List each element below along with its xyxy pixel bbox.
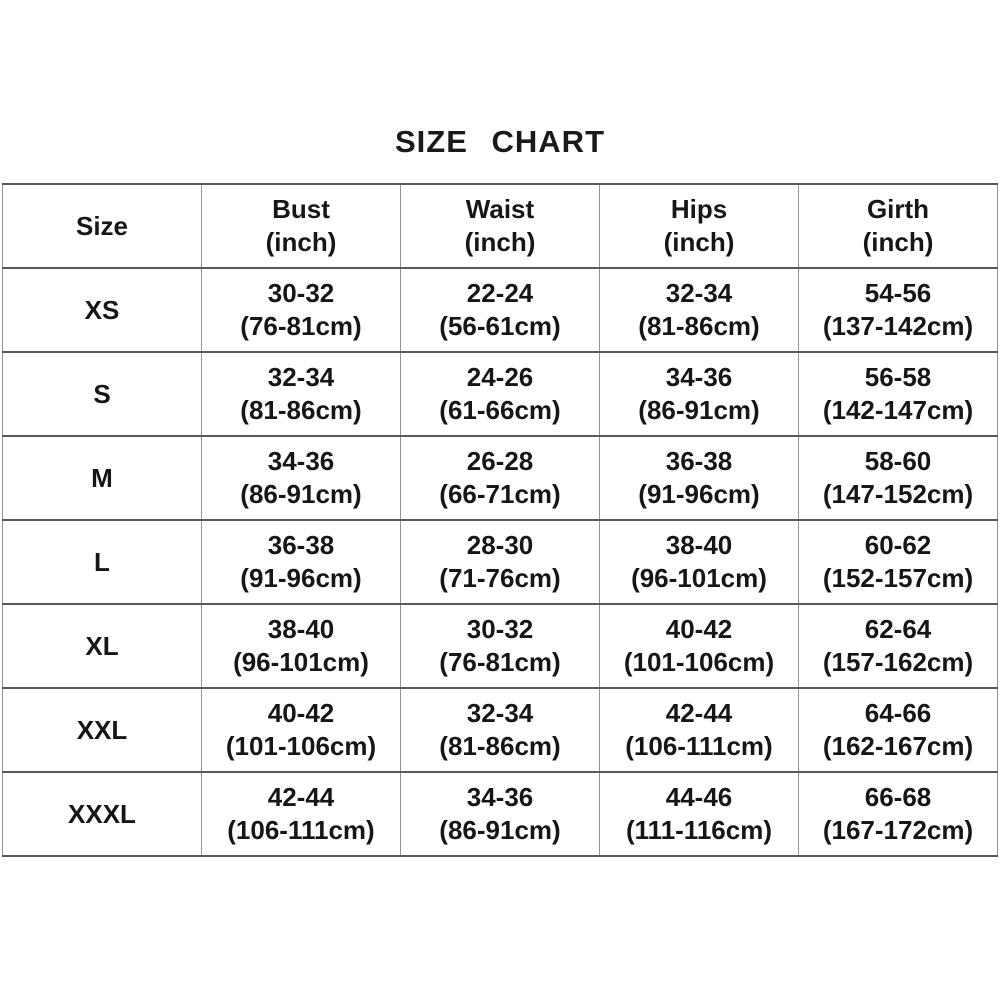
cell-hips	[600, 772, 799, 856]
waist-cm-value: (56-61cm)	[439, 311, 561, 341]
girth-inch-value: 62-64	[864, 614, 932, 644]
hips-inch-value: 42-44	[665, 698, 733, 728]
cell-waist	[401, 268, 600, 352]
cell-girth	[799, 268, 998, 352]
size-chart-table	[2, 183, 998, 857]
table-row-xxl	[3, 688, 998, 772]
cell-bust	[202, 688, 401, 772]
size-label: XS	[84, 294, 120, 325]
table-row-l	[3, 520, 998, 604]
cell-size	[3, 268, 202, 352]
bust-cm-value: (106-111cm)	[227, 815, 375, 845]
waist-inch-value: 32-34	[466, 698, 534, 728]
bust-cm-value: (101-106cm)	[225, 731, 377, 761]
column-header-girth	[799, 184, 998, 268]
hips-cm-value: (81-86cm)	[638, 311, 760, 341]
cell-hips	[600, 604, 799, 688]
page-title: SIZE CHART	[395, 124, 605, 159]
bust-inch-value: 38-40	[267, 614, 335, 644]
girth-inch-value: 64-66	[864, 698, 932, 728]
cell-bust	[202, 520, 401, 604]
cell-hips	[600, 436, 799, 520]
size-label: XXXL	[68, 798, 136, 829]
hips-cm-value: (106-111cm)	[625, 731, 773, 761]
waist-cm-value: (81-86cm)	[439, 731, 561, 761]
bust-inch-value: 42-44	[267, 782, 335, 812]
column-unit: (inch)	[464, 227, 536, 257]
table-row-m	[3, 436, 998, 520]
cell-hips	[600, 268, 799, 352]
hips-inch-value: 34-36	[665, 362, 733, 392]
waist-cm-value: (66-71cm)	[439, 479, 561, 509]
hips-cm-value: (111-116cm)	[625, 815, 772, 845]
waist-inch-value: 24-26	[466, 362, 534, 392]
bust-inch-value: 30-32	[267, 278, 335, 308]
cell-hips	[600, 352, 799, 436]
size-label: S	[93, 378, 111, 409]
cell-size	[3, 688, 202, 772]
waist-cm-value: (61-66cm)	[439, 395, 561, 425]
bust-inch-value: 34-36	[267, 446, 335, 476]
cell-hips	[600, 688, 799, 772]
cell-girth	[799, 604, 998, 688]
size-label: XXL	[76, 714, 128, 745]
cell-waist	[401, 352, 600, 436]
header-row	[3, 184, 998, 268]
column-header-bust	[202, 184, 401, 268]
table-header	[3, 184, 998, 268]
column-unit: (inch)	[862, 227, 934, 257]
cell-bust	[202, 772, 401, 856]
waist-inch-value: 26-28	[466, 446, 534, 476]
column-label: Girth	[866, 194, 930, 224]
waist-inch-value: 30-32	[466, 614, 534, 644]
cell-waist	[401, 436, 600, 520]
table-row-xs	[3, 268, 998, 352]
girth-inch-value: 54-56	[864, 278, 932, 308]
girth-cm-value: (142-147cm)	[822, 395, 974, 425]
cell-waist	[401, 604, 600, 688]
bust-cm-value: (76-81cm)	[240, 311, 362, 341]
girth-cm-value: (137-142cm)	[822, 311, 974, 341]
cell-waist	[401, 520, 600, 604]
column-unit: (inch)	[265, 227, 337, 257]
column-label: Size	[75, 210, 129, 241]
column-header-size	[3, 184, 202, 268]
column-header-hips	[600, 184, 799, 268]
size-label: XL	[85, 630, 119, 661]
cell-size	[3, 772, 202, 856]
hips-inch-value: 32-34	[665, 278, 733, 308]
cell-size	[3, 352, 202, 436]
cell-girth	[799, 436, 998, 520]
hips-inch-value: 44-46	[665, 782, 733, 812]
cell-size	[3, 520, 202, 604]
cell-girth	[799, 352, 998, 436]
cell-size	[3, 436, 202, 520]
bust-cm-value: (81-86cm)	[240, 395, 362, 425]
hips-inch-value: 40-42	[665, 614, 733, 644]
waist-inch-value: 28-30	[466, 530, 534, 560]
bust-inch-value: 40-42	[267, 698, 335, 728]
bust-cm-value: (86-91cm)	[240, 479, 362, 509]
cell-size	[3, 604, 202, 688]
girth-cm-value: (157-162cm)	[822, 647, 974, 677]
hips-cm-value: (101-106cm)	[623, 647, 775, 677]
hips-cm-value: (86-91cm)	[638, 395, 760, 425]
cell-bust	[202, 604, 401, 688]
bust-cm-value: (96-101cm)	[233, 647, 369, 677]
cell-bust	[202, 436, 401, 520]
waist-cm-value: (76-81cm)	[439, 647, 561, 677]
bust-inch-value: 36-38	[267, 530, 335, 560]
column-label: Hips	[670, 194, 728, 224]
cell-bust	[202, 352, 401, 436]
column-header-waist	[401, 184, 600, 268]
column-label: Waist	[465, 194, 535, 224]
column-unit: (inch)	[663, 227, 735, 257]
girth-cm-value: (152-157cm)	[822, 563, 974, 593]
girth-cm-value: (162-167cm)	[822, 731, 974, 761]
column-label: Bust	[272, 194, 330, 224]
bust-cm-value: (91-96cm)	[240, 563, 362, 593]
table-row-xl	[3, 604, 998, 688]
cell-hips	[600, 520, 799, 604]
girth-inch-value: 60-62	[864, 530, 932, 560]
table-body	[3, 268, 998, 856]
girth-cm-value: (167-172cm)	[822, 815, 974, 845]
cell-girth	[799, 772, 998, 856]
waist-inch-value: 34-36	[466, 782, 534, 812]
hips-cm-value: (91-96cm)	[638, 479, 760, 509]
cell-bust	[202, 268, 401, 352]
cell-waist	[401, 772, 600, 856]
hips-cm-value: (96-101cm)	[631, 563, 767, 593]
size-label: L	[94, 546, 110, 577]
girth-cm-value: (147-152cm)	[822, 479, 974, 509]
waist-cm-value: (86-91cm)	[439, 815, 561, 845]
girth-inch-value: 58-60	[864, 446, 932, 476]
waist-inch-value: 22-24	[466, 278, 534, 308]
girth-inch-value: 56-58	[864, 362, 932, 392]
bust-inch-value: 32-34	[267, 362, 335, 392]
waist-cm-value: (71-76cm)	[439, 563, 561, 593]
girth-inch-value: 66-68	[864, 782, 932, 812]
hips-inch-value: 38-40	[665, 530, 733, 560]
cell-waist	[401, 688, 600, 772]
table-row-s	[3, 352, 998, 436]
table-row-xxxl	[3, 772, 998, 856]
cell-girth	[799, 688, 998, 772]
hips-inch-value: 36-38	[665, 446, 733, 476]
cell-girth	[799, 520, 998, 604]
size-label: M	[91, 462, 113, 493]
